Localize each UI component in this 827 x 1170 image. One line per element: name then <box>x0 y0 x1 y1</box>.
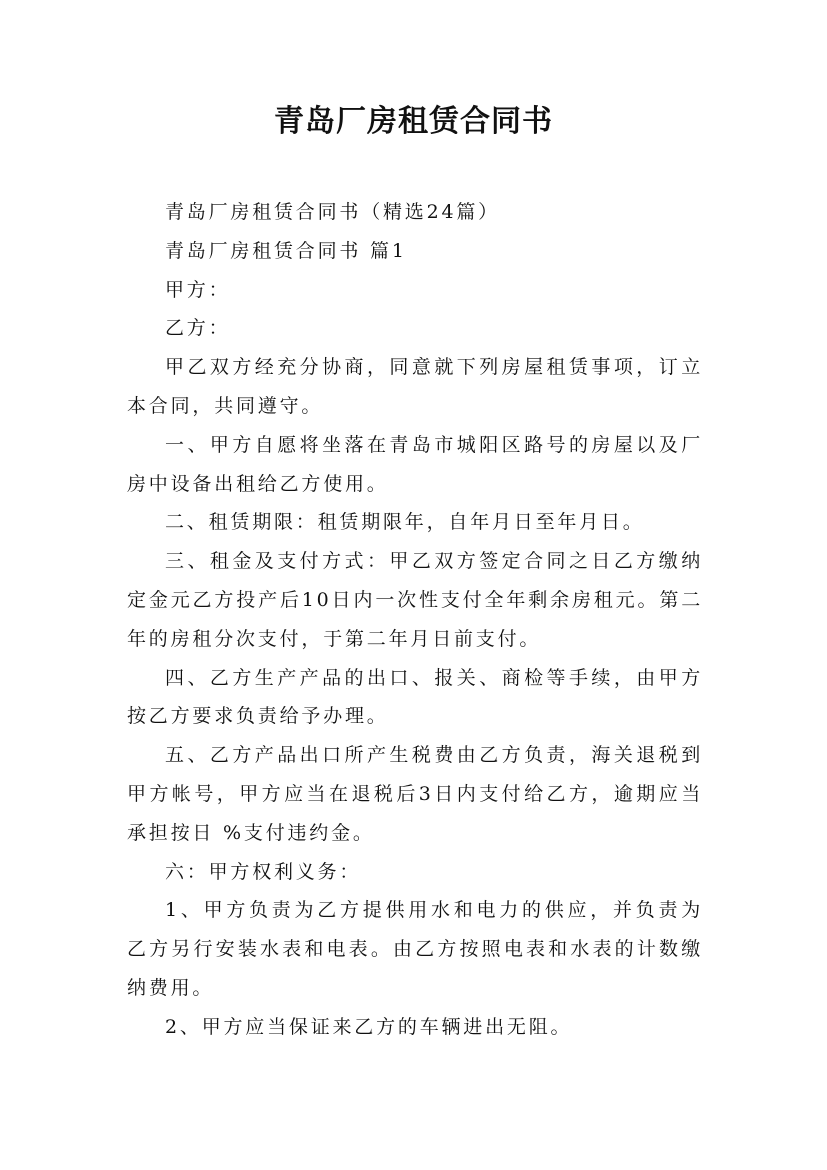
paragraph-preamble: 甲乙双方经充分协商，同意就下列房屋租赁事项，订立本合同，共同遵守。 <box>127 356 703 417</box>
paragraph-clause-6: 六：甲方权利义务： <box>165 860 362 883</box>
paragraph-clause-5: 五、乙方产品出口所产生税费由乙方负责，海关退税到甲方帐号，甲方应当在退税后3日内支付给乙方，逾期应当承担按日 %支付违约金。 <box>127 744 703 844</box>
paragraph-clause-6-item-1: 1、甲方负责为乙方提供用水和电力的供应，并负责为乙方另行安装水表和电表。由乙方按照电表和水表的计数缴纳费用。 <box>127 899 703 999</box>
paragraph-clause-6-item-2: 2、甲方应当保证来乙方的车辆进出无阻。 <box>165 1015 573 1038</box>
paragraph-clause-1: 一、甲方自愿将坐落在青岛市城阳区路号的房屋以及厂房中设备出租给乙方使用。 <box>127 433 703 495</box>
paragraph-clause-2: 二、租赁期限：租赁期限年，自年月日至年月日。 <box>165 511 645 534</box>
paragraph-subtitle: 青岛厂房租赁合同书（精选24篇） <box>165 201 500 223</box>
paragraph-party-a: 甲方： <box>165 278 231 301</box>
paragraph-clause-3: 三、租金及支付方式：甲乙双方签定合同之日乙方缴纳定金元乙方投产后10日内一次性支付全年剩余房租元。第二年的房租分次支付，于第二年月日前支付。 <box>127 550 703 650</box>
document-title: 青岛厂房租赁合同书 <box>274 104 553 139</box>
paragraph-clause-4: 四、乙方生产产品的出口、报关、商检等手续，由甲方按乙方要求负责给予办理。 <box>127 666 703 728</box>
document-body <box>127 193 703 1047</box>
paragraph-section-heading: 青岛厂房租赁合同书 篇1 <box>165 239 407 262</box>
paragraph-party-b: 乙方： <box>165 317 231 340</box>
